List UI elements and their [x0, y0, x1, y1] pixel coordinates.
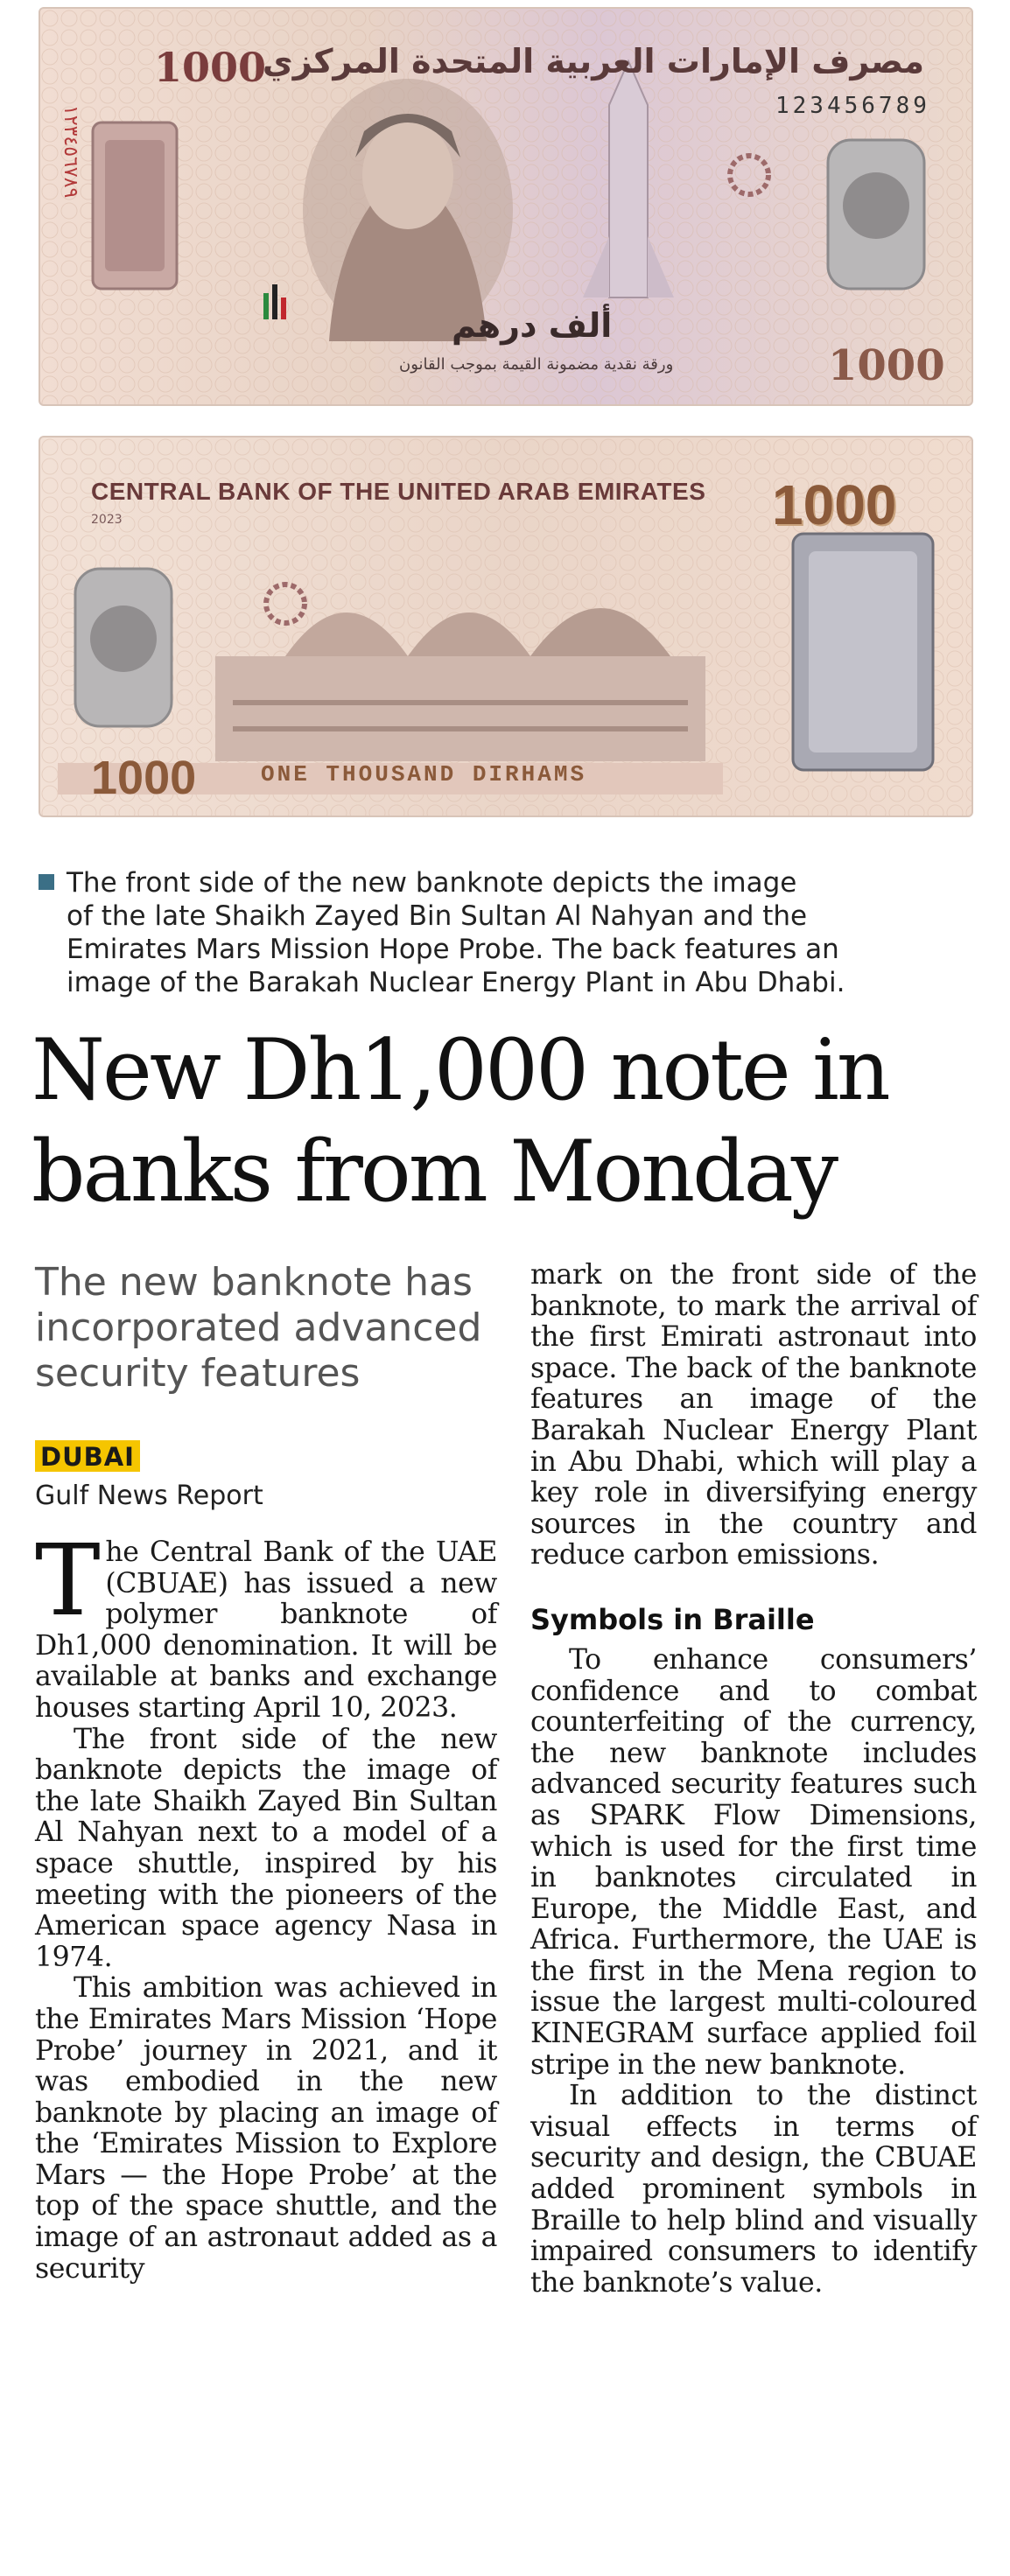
article-column-2	[530, 1260, 977, 2299]
byline: Gulf News Report	[35, 1480, 263, 1511]
front-value-left: 1000	[154, 44, 267, 91]
subheading-braille: Symbols in Braille	[530, 1602, 815, 1636]
caption-line-2: of the late Shaikh Zayed Bin Sultan Al Nahyan and the	[67, 900, 808, 932]
article-paragraph-5: In addition to the distinct visual effects in terms of security and design, the CBUAE added prominent symbols in Braille to help blind and visually impaired consumers to identify the banknote’s value.	[530, 2080, 977, 2299]
banknote-back-image	[39, 436, 973, 817]
article-paragraph-1	[35, 1524, 497, 1725]
dateline-badge: DUBAI	[35, 1440, 140, 1472]
front-vertical-serial: ١٢٣٤٥٦٧٨٩	[60, 105, 81, 199]
article-paragraph-3: This ambition was achieved in the Emirates Mars Mission ‘Hope Probe’ journey in 2021, and it was embodied in the new banknote by placing an image of the ‘Emirates Mission to Explore Mars — the Hope Probe’ at the top of the space shuttle, and the image of an astronaut added as a security	[35, 1972, 497, 2285]
headline-line-1: New Dh1,000 note in	[32, 1021, 888, 1119]
front-arabic-bank-name: مصرف الإمارات العربية المتحدة المركزي	[262, 42, 924, 80]
front-value-bottom: 1000	[828, 341, 945, 390]
paragraph-1-text: he Central Bank of the UAE (CBUAE) has issued a new polymer banknote of Dh1,000 denomination. It will be available at banks and exchange houses starting April 10, 2023.	[35, 1536, 497, 1724]
caption-bullet-icon	[39, 874, 54, 890]
headline-line-2: banks from Monday	[32, 1123, 837, 1221]
headline	[32, 1019, 985, 1222]
photo-caption	[39, 866, 970, 999]
drop-cap: T	[35, 1524, 101, 1638]
article-column-1	[35, 1260, 497, 2285]
back-value-words: ONE THOUSAND DIRHAMS	[261, 761, 587, 788]
article-paragraph-3-continued: mark on the front side of the banknote, to mark the arrival of the first Emirati astronaut into space. The back of the banknote features an image of the Barakah Nuclear Energy Plant in Abu Dhabi, which will play a key role in diversifying energy sources in the country and reduce carbon emissions.	[530, 1259, 977, 1572]
article-paragraph-2: The front side of the new banknote depicts the image of the late Shaikh Zayed Bin Sultan Al Nahyan next to a model of a space shuttle, inspired by his meeting with the pioneers of the American space agency Nasa in 1974.	[35, 1723, 497, 1973]
back-value-bottom: 1000	[91, 752, 197, 804]
standfirst: The new banknote has incorporated advanced security features	[35, 1260, 482, 1396]
front-serial-number: 123456789	[775, 93, 930, 119]
back-value-top: 1000	[772, 473, 897, 536]
banknote-front-image	[39, 7, 973, 406]
front-arabic-value: ألف درهم	[452, 306, 613, 345]
caption-line-1: The front side of the new banknote depicts the image	[67, 867, 797, 899]
back-year: 2023	[91, 513, 123, 527]
back-bank-name: CENTRAL BANK OF THE UNITED ARAB EMIRATES	[91, 478, 706, 505]
front-arabic-legal-text: ورقة نقدية مضمونة القيمة بموجب القانون	[399, 355, 674, 374]
article-paragraph-4: To enhance consumers’ confidence and to combat counterfeiting of the currency, the new banknote includes advanced security features such as SPARK Flow Dimensions, which is used for the first time in banknotes circulated in Europe, the Middle East, and Africa. Furthermore, the UAE is the first in the Mena region to issue the largest multi-coloured KINEGRAM surface applied foil stripe in the new banknote.	[530, 1643, 977, 2081]
caption-line-3: Emirates Mars Mission Hope Probe. The back features an	[67, 934, 839, 965]
caption-line-4: image of the Barakah Nuclear Energy Plant in Abu Dhabi.	[67, 967, 845, 998]
